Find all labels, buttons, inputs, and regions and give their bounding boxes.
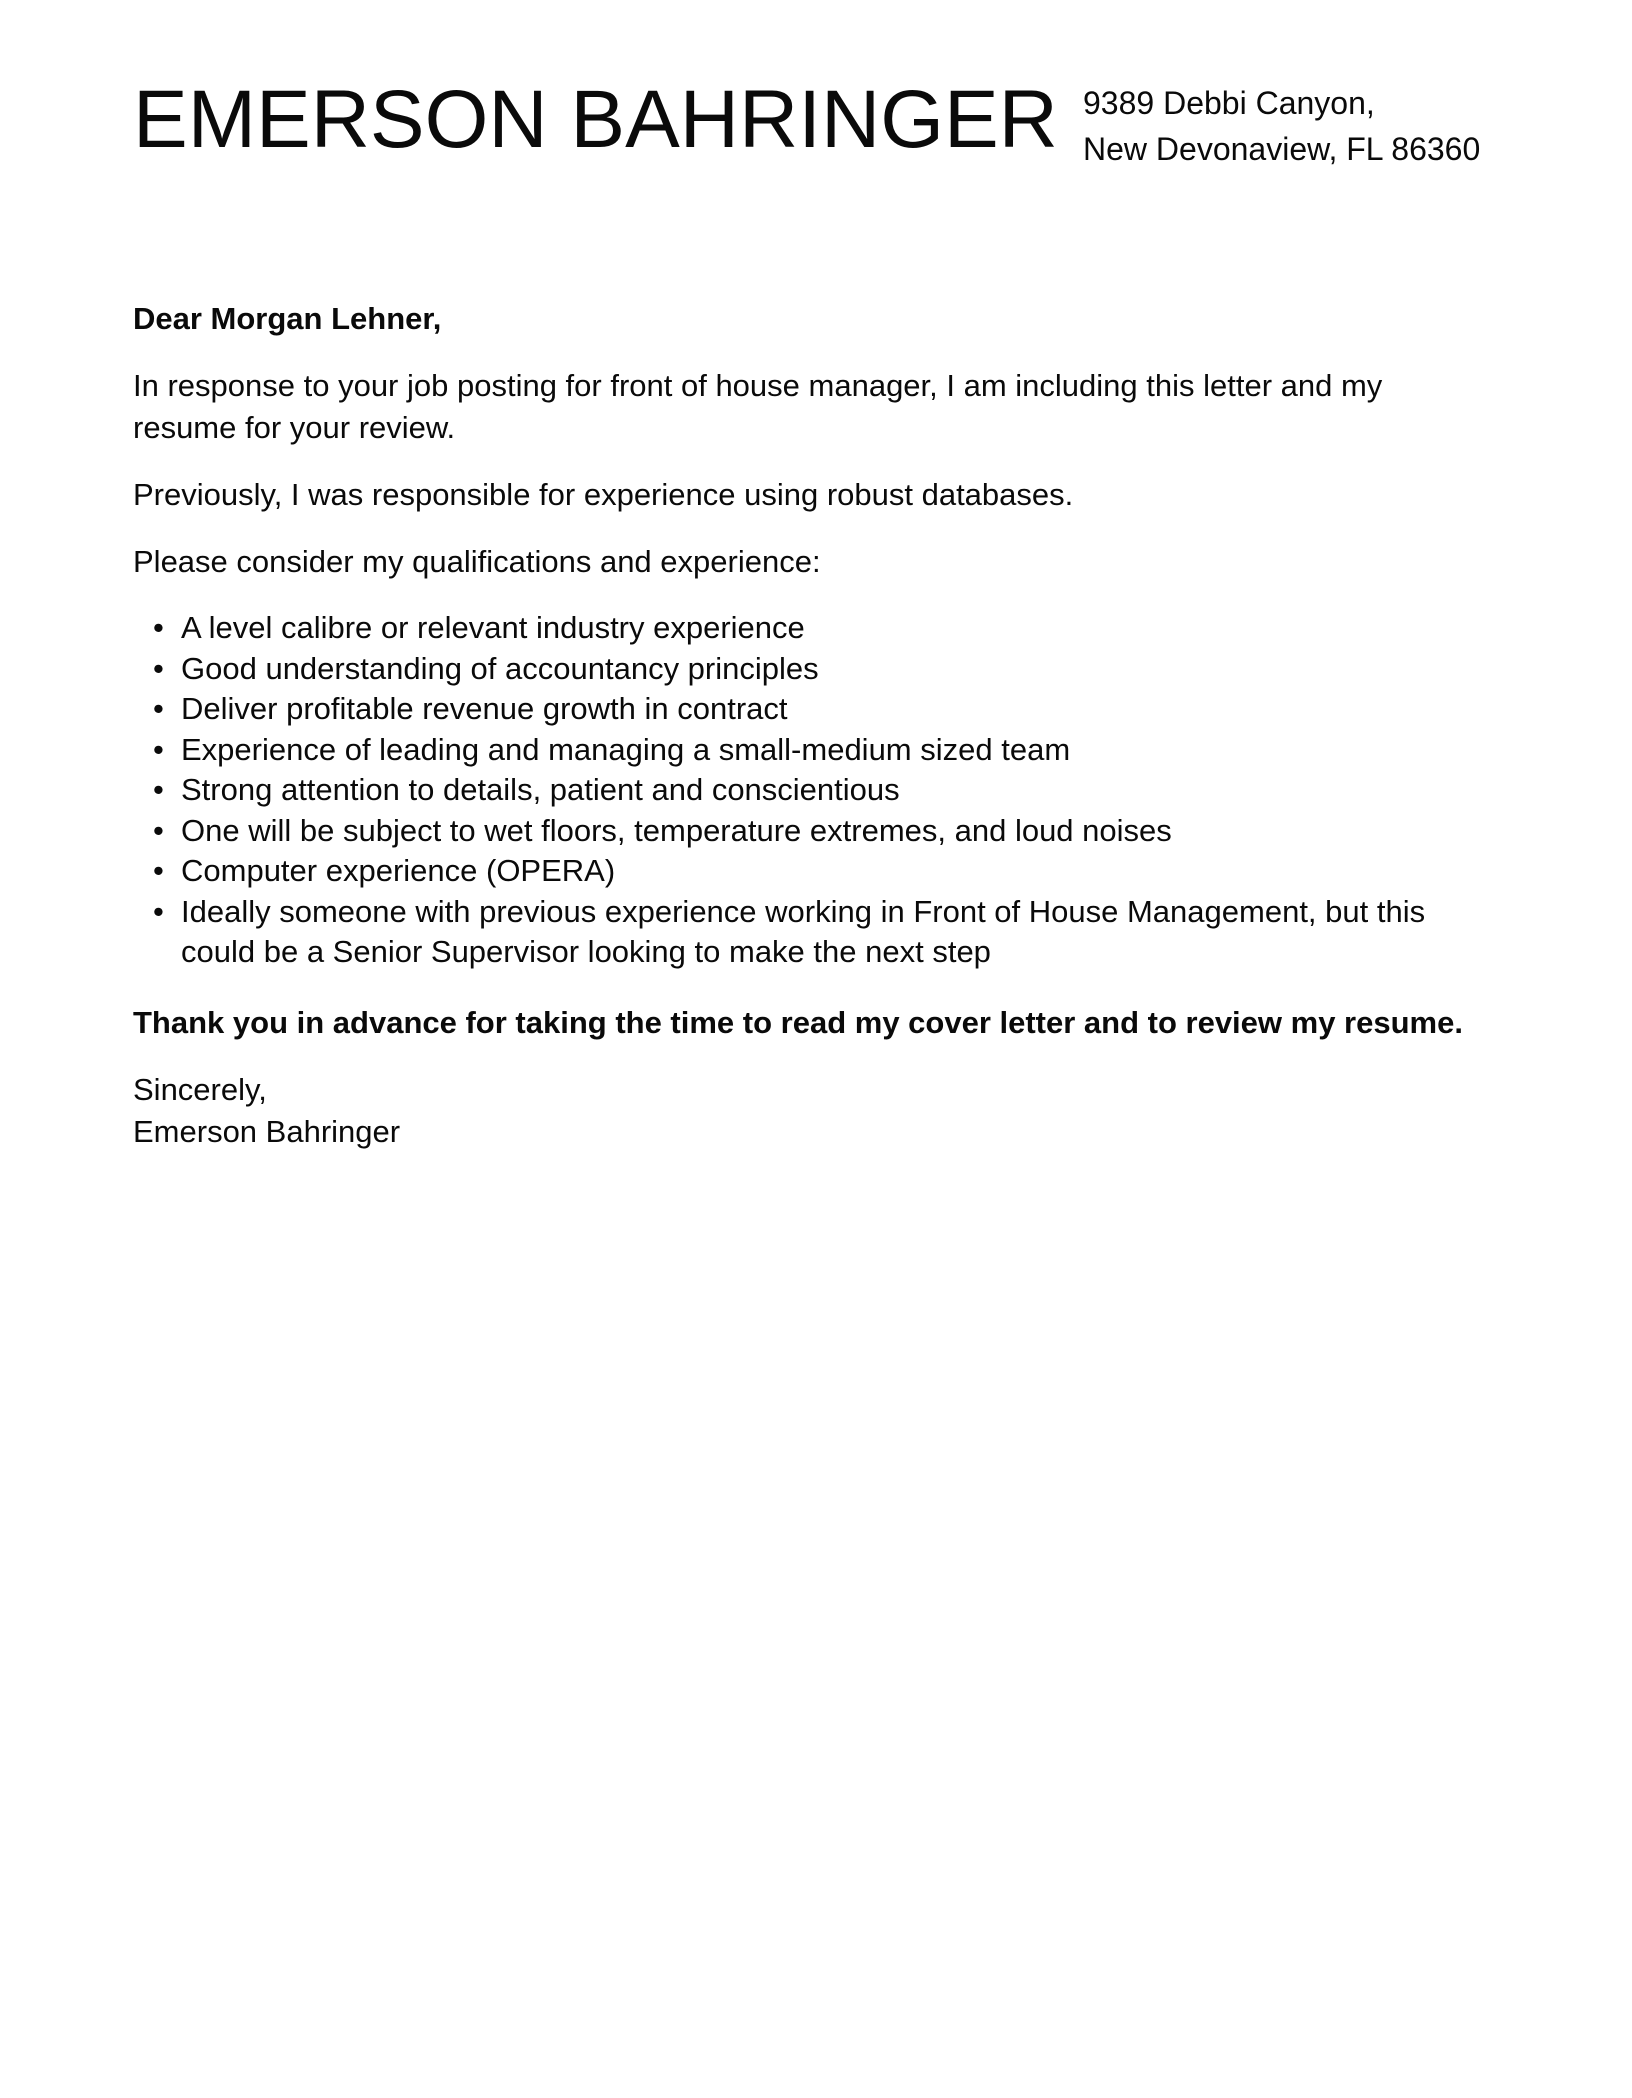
applicant-name: EMERSON BAHRINGER [133,74,1058,165]
letter-body [133,298,1473,1153]
address-line-2: New Devonaview, FL 86360 [1083,131,1481,167]
intro-paragraph: In response to your job posting for front of house manager, I am including this letter and my resume for your review. [133,368,1383,445]
applicant-address [1083,80,1480,172]
list-item [133,689,1473,730]
list-item [133,892,1473,973]
list-item [133,851,1473,892]
list-item-text: Deliver profitable revenue growth in contract [181,691,788,726]
signature-name: Emerson Bahringer [133,1113,401,1149]
list-item-text: Computer experience (OPERA) [181,853,616,888]
list-item-text: Good understanding of accountancy principles [181,650,819,686]
thanks-paragraph: Thank you in advance for taking the time to read my cover letter and to review my resume. [133,1004,1463,1040]
bullet-icon: • [153,731,164,767]
list-item [133,770,1473,811]
list-item [133,730,1473,771]
list-item-text: Experience of leading and managing a small-medium sized team [181,731,1071,767]
list-item [133,811,1473,852]
qualifications-list [133,608,1473,973]
bullet-icon: • [153,691,164,726]
list-item-text: One will be subject to wet floors, temperature extremes, and loud noises [181,812,1172,848]
bullet-icon: • [153,893,164,929]
list-item-text: Ideally someone with previous experience working in Front of House Management, but this could be a Senior Supervisor looking to make the next step [181,893,1426,969]
list-item [133,608,1473,649]
closing-word: Sincerely, [133,1071,267,1107]
salutation: Dear Morgan Lehner, [133,301,442,336]
list-item [133,649,1473,690]
previous-paragraph: Previously, I was responsible for experience using robust databases. [133,477,1074,512]
letter-header [133,72,1503,182]
bullet-icon: • [153,650,164,686]
qualifications-intro: Please consider my qualifications and experience: [133,544,821,579]
closing-block [133,1069,1473,1153]
address-line-1: 9389 Debbi Canyon, [1083,85,1375,121]
list-item-text: Strong attention to details, patient and conscientious [181,772,900,807]
bullet-icon: • [153,853,164,888]
bullet-icon: • [153,772,164,807]
bullet-icon: • [153,610,164,645]
list-item-text: A level calibre or relevant industry experience [181,610,805,645]
bullet-icon: • [153,812,164,848]
